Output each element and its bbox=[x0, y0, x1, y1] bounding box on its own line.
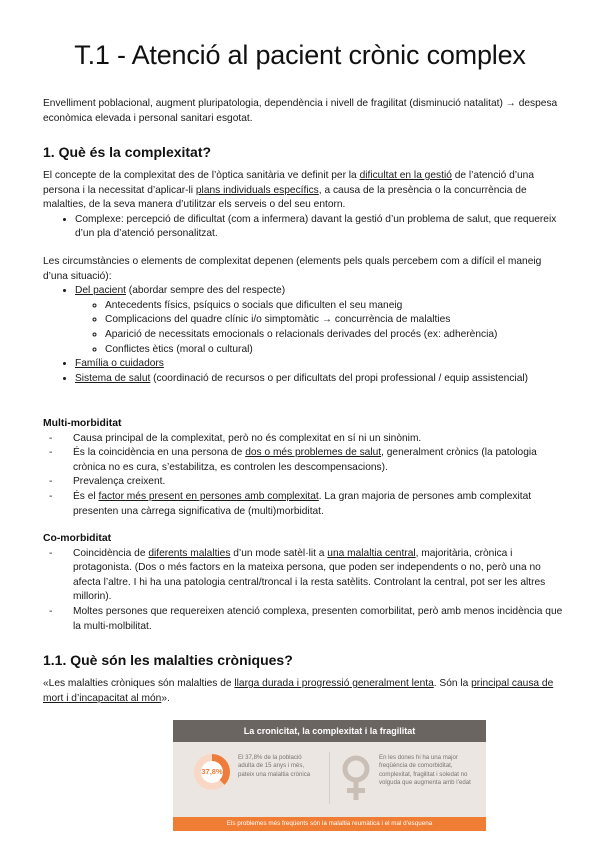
section-1-body bbox=[43, 169, 563, 242]
infographic-divider bbox=[329, 752, 330, 804]
list-item: - Prevalença creixent. bbox=[73, 475, 563, 490]
list-item: ◦ Complicacions del quadre clínic i/o simptomàtic → concurrència de malalties bbox=[105, 313, 563, 328]
elements-block bbox=[43, 255, 563, 386]
percentage-label: 37,8% bbox=[201, 761, 223, 783]
list-item: - És el factor més present en persones amb complexitat. La gran majoria de persones amb complexitat presenten una càrrega significativa de (multi)morbiditat. bbox=[73, 490, 563, 519]
quote-text: «Les malalties cròniques són malalties de llarga durada i progressió generalment lenta. Són la principal causa de mort i d’incapacitat al món». bbox=[43, 678, 554, 704]
multimorbidity-list bbox=[43, 432, 563, 520]
list-item: ◦ Aparició de necessitats emocionals o relacionals derivades del procés (ex: adherència) bbox=[105, 328, 563, 343]
list-item: - És la coincidència en una persona de dos o més problemes de salut, generalment crònics (la patologia crònica no es cura, s’estabilitza, es controlen les descompensacions). bbox=[73, 446, 563, 475]
multimorbidity-heading: Multi-morbiditat bbox=[43, 418, 122, 429]
list-item: • Complexe: percepció de dificultat (com a infermera) davant la gestió d’un problema de salut, que requereix d’un pla d’atenció personalitzat. bbox=[75, 213, 563, 242]
infographic-footer: Els problemes més freqüents són la malaltia reumàtica i el mal d’esquena bbox=[173, 817, 486, 831]
female-symbol-icon bbox=[341, 754, 371, 804]
infographic-title: La cronicitat, la complexitat i la fragilitat bbox=[173, 720, 486, 742]
intro-paragraph bbox=[43, 97, 563, 126]
list-item: - Moltes persones que requereixen atenció complexa, presenten comorbilitat, però amb menos incidència que la multi-molbilitat. bbox=[73, 605, 563, 634]
list-item: - Coincidència de diferents malalties d’un mode satèl·lit a una malaltia central, majoritària, crònica i protagonista. (Dos o més factors en la mateixa persona, que poden ser independents o no, però una no afecta l’altre. I hi ha una patologia central/troncal i la resta satèlits. Controlant la central, pot ser les altres millorin). bbox=[73, 547, 563, 605]
list-item: - Causa principal de la complexitat, però no és complexitat en sí ni un sinònim. bbox=[73, 432, 563, 447]
patient-sublist bbox=[75, 299, 563, 357]
infographic-right-text: En les dones hi ha una major freqüència de comorbiditat, complexitat, fragilitat i soledat no volguda que augmenta amb l’edat bbox=[379, 754, 471, 786]
list-item: ◦ Conflictes ètics (moral o cultural) bbox=[105, 343, 563, 358]
intro-text: Envelliment poblacional, augment pluripatologia, dependència i nivell de fragilitat (disminució natalitat) → despesa econòmica elevada i personal sanitari esgotat. bbox=[43, 98, 558, 124]
elements-intro: Les circumstàncies o elements de complexitat depenen (elements pels quals percebem com a difícil el maneig d’una situació): bbox=[43, 256, 542, 282]
section-1-heading: 1. Què és la complexitat? bbox=[43, 144, 212, 160]
chronic-quote bbox=[43, 677, 563, 706]
list-item: • Del pacient (abordar sempre des del respecte) ◦ Antecedents físics, psíquics o socials que dificulten el seu maneig ◦ Complicacions del quadre clínic i/o simptomàtic → concurrència de malalties ◦ Aparició de necessitats emocionals o relacionals derivades del procés (ex: adherència) ◦ Conflictes ètics (moral o cultural) bbox=[75, 284, 563, 357]
section-1-1-heading-block bbox=[43, 653, 563, 668]
comorbidity-list bbox=[43, 547, 563, 635]
infographic-left-text: El 37,8% de la població adulta de 15 anys i més, pateix una malaltia crònica bbox=[238, 754, 311, 778]
complexity-definition: El concepte de la complexitat des de l’òptica sanitària ve definit per la dificultat en la gestió de l’atenció d’una persona i la necessitat d’aplicar-li plans individuals específics, a causa de la presència o la concurrència de malalties, de la seva manera d’utilitzar els serveis o del seu entorn. bbox=[43, 170, 535, 211]
multimorbidity-block bbox=[43, 417, 563, 519]
comorbidity-block bbox=[43, 532, 563, 634]
section-1-heading-block bbox=[43, 145, 563, 160]
infographic bbox=[173, 720, 486, 831]
list-item: • Família o cuidadors bbox=[75, 357, 563, 372]
section-1-1-heading: 1.1. Què són les malalties cròniques? bbox=[43, 652, 293, 668]
page-title: T.1 - Atenció al pacient crònic complex bbox=[74, 40, 526, 70]
complexity-bullets bbox=[43, 213, 563, 242]
list-item: ◦ Antecedents físics, psíquics o socials que dificulten el seu maneig bbox=[105, 299, 563, 314]
list-item: • Sistema de salut (coordinació de recursos o per dificultats del propi professional / equip assistencial) bbox=[75, 372, 563, 387]
elements-list bbox=[43, 284, 563, 386]
percentage-ring-chart bbox=[194, 754, 230, 790]
comorbidity-heading: Co-morbiditat bbox=[43, 533, 112, 544]
